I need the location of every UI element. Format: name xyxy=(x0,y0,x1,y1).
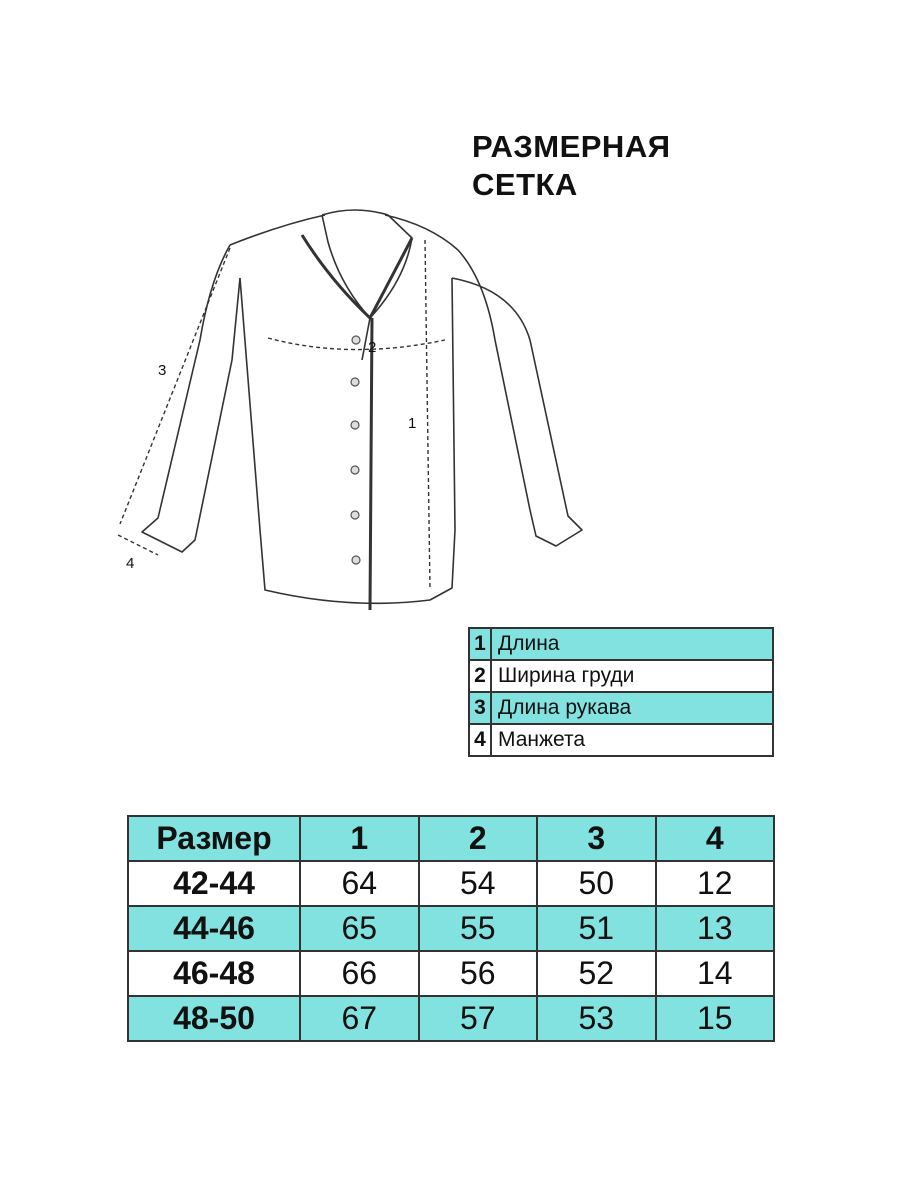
label-length: 1 xyxy=(408,415,417,432)
value-cell: 54 xyxy=(419,861,538,906)
value-cell: 57 xyxy=(419,996,538,1041)
measure-length-line xyxy=(425,240,430,590)
shirt-lapel-edge xyxy=(302,235,412,318)
table-row xyxy=(128,906,774,951)
legend-table xyxy=(468,627,774,757)
value-cell: 52 xyxy=(537,951,656,996)
table-row xyxy=(128,951,774,996)
size-table-header xyxy=(128,816,774,861)
header-col-2: 2 xyxy=(419,816,538,861)
legend-label: Длина рукава xyxy=(491,692,773,724)
button-1 xyxy=(352,336,360,344)
legend-num: 3 xyxy=(469,692,491,724)
legend-num: 2 xyxy=(469,660,491,692)
value-cell: 67 xyxy=(300,996,419,1041)
label-chest: 2 xyxy=(368,339,377,356)
header-col-1: 1 xyxy=(300,816,419,861)
size-table xyxy=(127,815,775,1042)
shirt-body xyxy=(240,278,455,603)
value-cell: 51 xyxy=(537,906,656,951)
legend-label: Манжета xyxy=(491,724,773,756)
legend-row xyxy=(469,692,773,724)
table-row xyxy=(128,996,774,1041)
value-cell: 55 xyxy=(419,906,538,951)
value-cell: 66 xyxy=(300,951,419,996)
size-cell: 44-46 xyxy=(128,906,300,951)
shirt-collar-left xyxy=(322,215,370,360)
shirt-shoulder-left xyxy=(230,215,325,245)
shirt-shoulder-right xyxy=(385,215,458,250)
shirt-placket xyxy=(370,318,372,610)
value-cell: 50 xyxy=(537,861,656,906)
title-line-1: РАЗМЕРНАЯ xyxy=(472,129,671,164)
header-col-3: 3 xyxy=(537,816,656,861)
value-cell: 14 xyxy=(656,951,775,996)
header-col-4: 4 xyxy=(656,816,775,861)
value-cell: 65 xyxy=(300,906,419,951)
legend-row xyxy=(469,660,773,692)
legend-label: Ширина груди xyxy=(491,660,773,692)
label-sleeve: 3 xyxy=(158,362,167,379)
shirt-sleeve-right xyxy=(452,250,582,546)
button-5 xyxy=(351,511,359,519)
value-cell: 12 xyxy=(656,861,775,906)
title-line-2: СЕТКА xyxy=(472,167,578,202)
legend-num: 1 xyxy=(469,628,491,660)
value-cell: 64 xyxy=(300,861,419,906)
shirt-icon xyxy=(100,200,620,620)
button-6 xyxy=(352,556,360,564)
shirt-collar-back xyxy=(322,210,388,215)
legend-row xyxy=(469,628,773,660)
button-4 xyxy=(351,466,359,474)
value-cell: 56 xyxy=(419,951,538,996)
table-row xyxy=(128,861,774,906)
button-2 xyxy=(351,378,359,386)
legend-num: 4 xyxy=(469,724,491,756)
shirt-collar-right xyxy=(370,215,412,318)
value-cell: 15 xyxy=(656,996,775,1041)
size-cell: 46-48 xyxy=(128,951,300,996)
label-cuff: 4 xyxy=(126,555,135,572)
value-cell: 13 xyxy=(656,906,775,951)
measure-cuff-line xyxy=(118,535,158,555)
page-title xyxy=(472,128,671,204)
legend-label: Длина xyxy=(491,628,773,660)
value-cell: 53 xyxy=(537,996,656,1041)
header-size: Размер xyxy=(128,816,300,861)
button-3 xyxy=(351,421,359,429)
shirt-sleeve-left xyxy=(142,245,240,552)
size-cell: 48-50 xyxy=(128,996,300,1041)
legend-row xyxy=(469,724,773,756)
measure-sleeve-line xyxy=(120,248,230,524)
size-cell: 42-44 xyxy=(128,861,300,906)
